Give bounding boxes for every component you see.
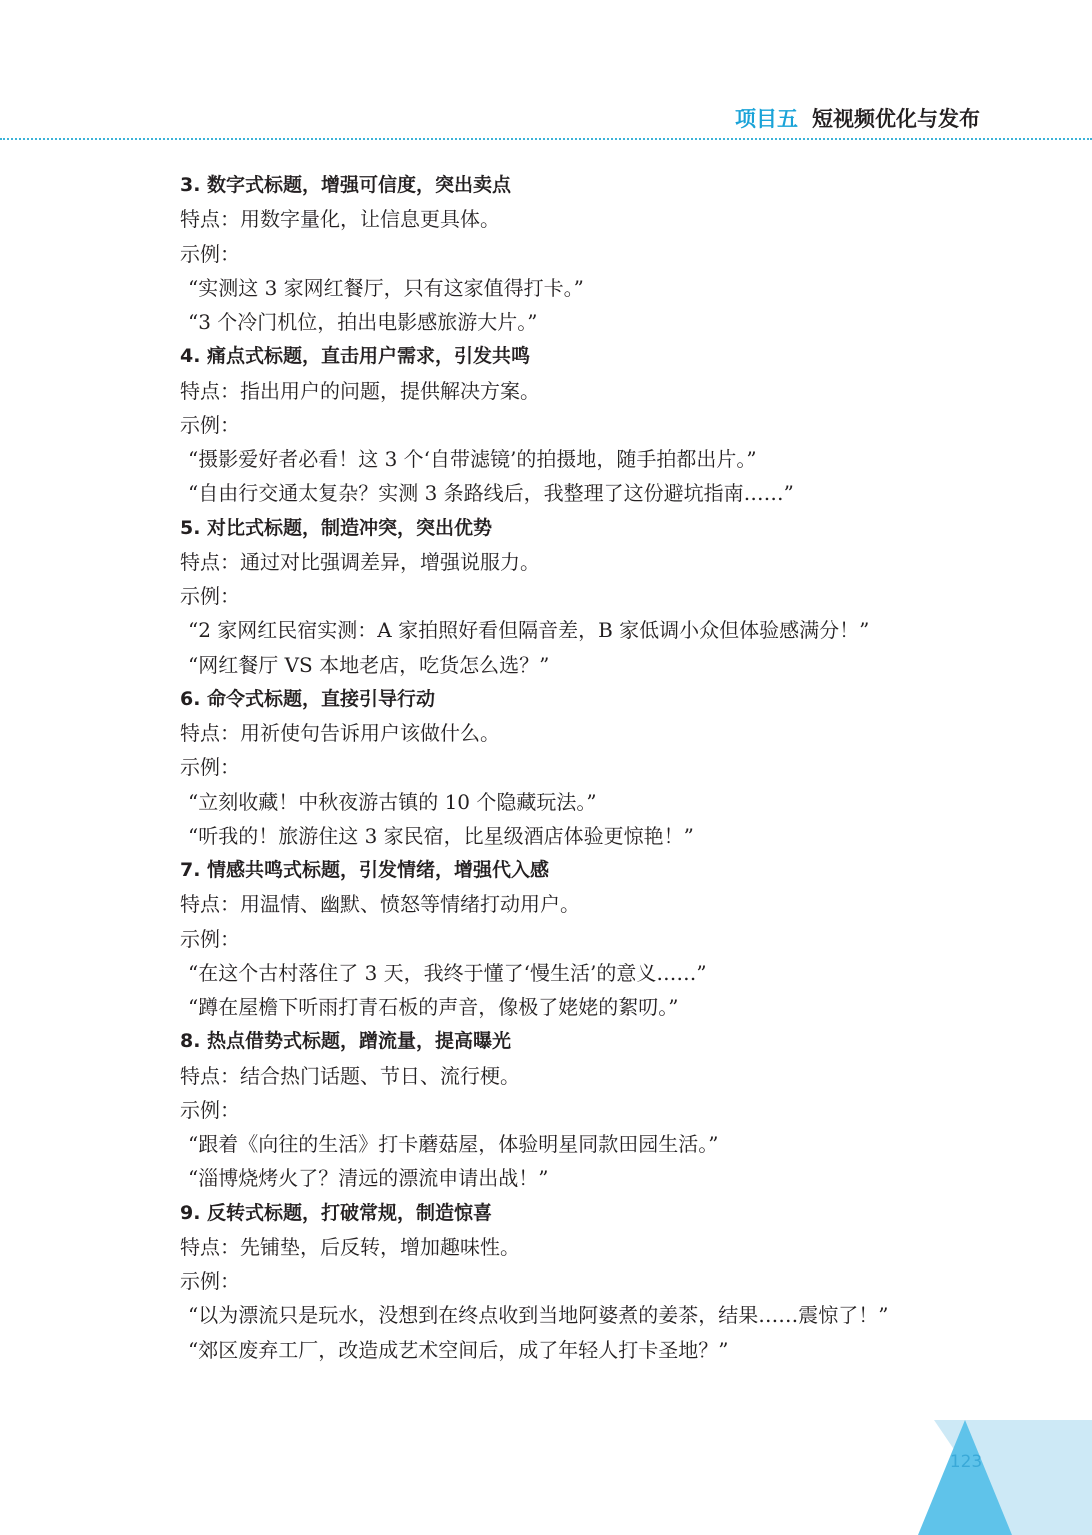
example-quote: “蹲在屋檐下听雨打青石板的声音，像极了姥姥的絮叨。” <box>188 995 679 1019</box>
page-body <box>180 168 1040 1367</box>
section-feature: 特点：指出用户的问题，提供解决方案。 <box>180 378 540 403</box>
section-feature: 特点：用温情、幽默、愤怒等情绪打动用户。 <box>180 892 580 917</box>
section-heading: 3. 数字式标题，增强可信度，突出卖点 <box>180 174 512 196</box>
example-quote: “淄博烧烤火了？清远的漂流申请出战！” <box>188 1166 549 1191</box>
section-heading: 4. 痛点式标题，直击用户需求，引发共鸣 <box>180 345 531 368</box>
section-numeric-title <box>180 168 1040 339</box>
example-quote: “立刻收藏！中秋夜游古镇的 10 个隐藏玩法。” <box>188 789 597 814</box>
section-heading: 8. 热点借势式标题，蹭流量，提高曝光 <box>180 1030 512 1053</box>
example-quote: “在这个古村落住了 3 天，我终于懂了‘慢生活’的意义……” <box>188 960 707 985</box>
example-label: 示例： <box>180 241 240 266</box>
section-feature: 特点：通过对比强调差异，增强说服力。 <box>180 549 540 574</box>
header-project: 项目五 <box>735 107 798 131</box>
example-quote: “听我的！旅游住这 3 家民宿，比星级酒店体验更惊艳！” <box>188 823 694 848</box>
example-quote: “跟着《向往的生活》打卡蘑菇屋，体验明星同款田园生活。” <box>188 1132 719 1156</box>
section-heading: 7. 情感共鸣式标题，引发情绪，增强代入感 <box>180 859 550 881</box>
section-feature: 特点：结合热门话题、节日、流行梗。 <box>180 1063 520 1088</box>
header-chapter: 短视频优化与发布 <box>812 107 980 131</box>
example-label: 示例： <box>180 1097 240 1122</box>
page-number: 123 <box>949 1452 983 1472</box>
example-label: 示例： <box>180 1269 240 1293</box>
section-emotional-title <box>180 853 1040 1024</box>
example-quote: “郊区废弃工厂，改造成艺术空间后，成了年轻人打卡圣地？” <box>188 1337 729 1362</box>
section-pain-point-title <box>180 339 1040 510</box>
example-label: 示例： <box>180 755 240 780</box>
example-label: 示例： <box>180 926 240 951</box>
example-quote: “摄影爱好者必看！这 3 个‘自带滤镜’的拍摄地，随手拍都出片。” <box>188 447 757 471</box>
section-heading: 6. 命令式标题，直接引导行动 <box>180 687 436 710</box>
corner-triangles-graphic <box>902 1420 1092 1535</box>
section-feature: 特点：先铺垫，后反转，增加趣味性。 <box>180 1234 520 1259</box>
example-label: 示例： <box>180 584 240 608</box>
section-heading: 9. 反转式标题，打破常规，制造惊喜 <box>180 1201 493 1224</box>
section-command-title <box>180 682 1040 853</box>
section-heading: 5. 对比式标题，制造冲突，突出优势 <box>180 516 493 539</box>
section-trending-title <box>180 1024 1040 1195</box>
example-quote: “自由行交通太复杂？实测 3 条路线后，我整理了这份避坑指南……” <box>188 481 794 506</box>
example-quote: “3 个冷门机位，拍出电影感旅游大片。” <box>188 310 538 334</box>
example-label: 示例： <box>180 412 240 437</box>
section-twist-title <box>180 1196 1040 1367</box>
example-quote: “网红餐厅 VS 本地老店，吃货怎么选？” <box>188 652 550 677</box>
page-corner-decoration <box>902 1420 1092 1535</box>
example-quote: “2 家网红民宿实测：A 家拍照好看但隔音差，B 家低调小众但体验感满分！” <box>188 618 870 643</box>
example-quote: “实测这 3 家网红餐厅，只有这家值得打卡。” <box>188 275 584 300</box>
section-comparison-title <box>180 511 1040 682</box>
section-feature: 特点：用数字量化，让信息更具体。 <box>180 207 500 232</box>
section-feature: 特点：用祈使句告诉用户该做什么。 <box>180 721 500 745</box>
header-dotted-divider <box>0 138 1092 140</box>
example-quote: “以为漂流只是玩水，没想到在终点收到当地阿婆煮的姜茶，结果……震惊了！” <box>188 1303 889 1328</box>
running-header <box>735 104 980 134</box>
